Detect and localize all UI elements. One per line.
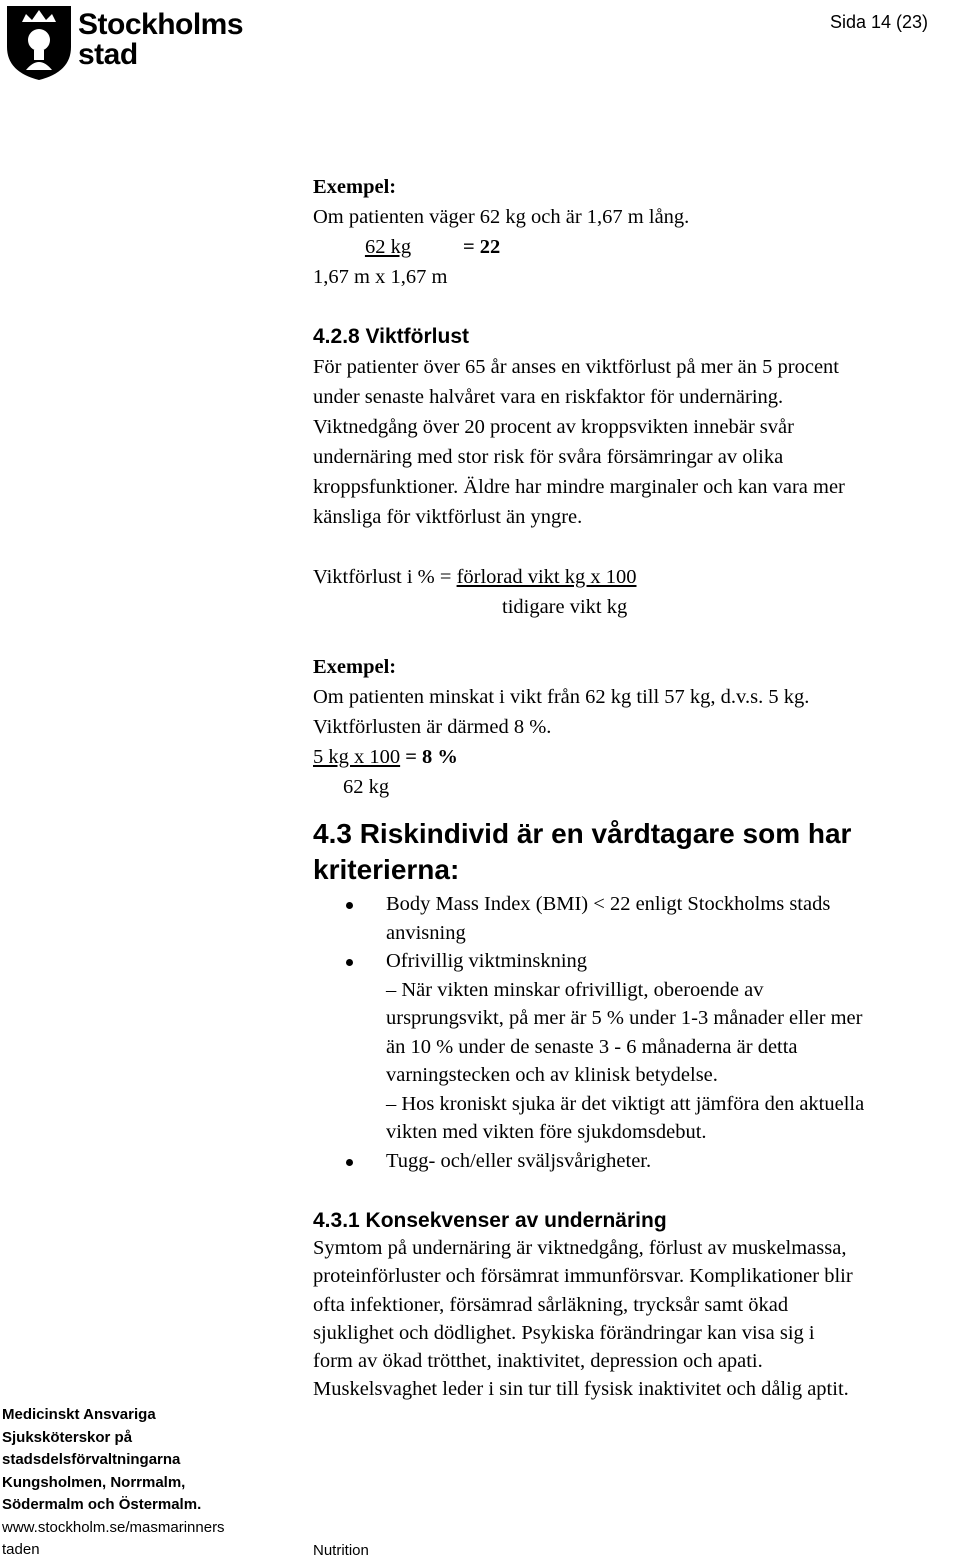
bullet2-sub-line: – Hos kroniskt sjuka är det viktigt att jämföra den aktuella bbox=[386, 1092, 865, 1115]
example2-line1: Om patienten minskat i vikt från 62 kg till 57 kg, d.v.s. 5 kg. bbox=[313, 686, 810, 708]
section-4-3-1-line: Symtom på undernäring är viktnedgång, förlust av muskelmassa, bbox=[313, 1237, 847, 1259]
formula-denominator: tidigare vikt kg bbox=[502, 596, 628, 618]
footer-label: Nutrition bbox=[313, 1542, 369, 1559]
section-4-3-heading-line2: kriterierna: bbox=[313, 854, 460, 885]
bullet-icon bbox=[346, 1159, 353, 1166]
section-4-2-8-heading: 4.2.8 Viktförlust bbox=[313, 325, 470, 348]
section-4-3-1-line: ofta infektioner, försämrad sårläkning, trycksår samt ökad bbox=[313, 1293, 789, 1316]
bullet1-line1: Body Mass Index (BMI) < 22 enligt Stockholms stads bbox=[386, 893, 831, 915]
bullet-icon bbox=[346, 902, 353, 909]
sidebar-url-line1[interactable]: www.stockholm.se/masmarinners bbox=[2, 1518, 225, 1536]
example2-formula bbox=[313, 742, 958, 772]
example1-text: Om patienten väger 62 kg och är 1,67 m lång. bbox=[313, 206, 690, 228]
sidebar-line: stadsdelsförvaltningarna bbox=[2, 1451, 181, 1468]
logo-wordmark-line2: stad bbox=[78, 38, 138, 71]
sidebar-line: Kungsholmen, Norrmalm, bbox=[2, 1473, 186, 1491]
section-4-2-8-line: Viktnedgång över 20 procent av kroppsvikten innebär svår bbox=[313, 416, 794, 438]
example1-result: = 22 bbox=[463, 236, 501, 258]
example1-formula bbox=[313, 232, 958, 262]
section-4-2-8-line: För patienter över 65 år anses en viktförlust på mer än 5 procent bbox=[313, 356, 839, 378]
page-number: Sida 14 (23) bbox=[829, 12, 928, 32]
example2-result: = 8 % bbox=[405, 746, 458, 768]
example2-line2: Viktförlusten är därmed 8 %. bbox=[313, 716, 552, 738]
stockholms-stad-logo bbox=[4, 2, 244, 82]
section-4-3-1-line: Muskelsvaghet leder i sin tur till fysisk inaktivitet och dålig aptit. bbox=[313, 1378, 849, 1401]
bullet2-line1: Ofrivillig viktminskning bbox=[386, 950, 588, 972]
section-4-3-1-line: sjuklighet och dödlighet. Psykiska förändringar kan visa sig i bbox=[313, 1321, 815, 1344]
sidebar-line: Södermalm och Östermalm. bbox=[2, 1496, 202, 1513]
list-item bbox=[313, 1147, 958, 1176]
example2-label: Exempel: bbox=[313, 656, 397, 678]
document-body bbox=[313, 172, 958, 1404]
section-4-2-8-line: undernäring med stor risk för svåra försämringar av olika bbox=[313, 446, 784, 468]
bullet2-sub-line: vikten med vikten före sjukdomsdebut. bbox=[386, 1121, 707, 1143]
bullet2-sub-line: – När vikten minskar ofrivilligt, oberoende av bbox=[386, 978, 764, 1001]
section-4-3-heading bbox=[313, 816, 958, 888]
example1-denominator: 1,67 m x 1,67 m bbox=[313, 266, 448, 288]
bullet1-line2: anvisning bbox=[386, 921, 466, 944]
section-4-2-8-line: känsliga för viktförlust än yngre. bbox=[313, 506, 583, 528]
section-4-3-1-line: proteinförluster och försämrat immunförsvar. Komplikationer blir bbox=[313, 1265, 853, 1288]
example1-numerator: 62 kg bbox=[364, 236, 412, 258]
section-4-3-1-heading: 4.3.1 Konsekvenser av undernäring bbox=[313, 1209, 667, 1232]
coat-of-arms-icon bbox=[4, 2, 74, 82]
example2-denominator: 62 kg bbox=[343, 776, 390, 798]
example2-numerator: 5 kg x 100 bbox=[313, 746, 401, 768]
bullet2-sub-line: än 10 % under de senaste 3 - 6 månaderna är detta bbox=[386, 1035, 798, 1058]
list-item bbox=[313, 890, 958, 947]
formula-label: Viktförlust i % = bbox=[313, 566, 457, 588]
section-4-3-heading-line1: 4.3 Riskindivid är en vårdtagare som har bbox=[313, 818, 852, 849]
bullet2-sub-line: ursprungsvikt, på mer är 5 % under 1-3 månader eller mer bbox=[386, 1007, 863, 1029]
sidebar-contact bbox=[2, 1404, 252, 1562]
section-4-2-8-line: kroppsfunktioner. Äldre har mindre marginaler och kan vara mer bbox=[313, 476, 845, 498]
section-4-3-1-line: form av ökad trötthet, inaktivitet, depression och apati. bbox=[313, 1350, 763, 1373]
section-4-2-8-line: under senaste halvåret vara en riskfaktor för undernäring. bbox=[313, 386, 784, 408]
formula-numerator: förlorad vikt kg x 100 bbox=[456, 566, 637, 588]
sidebar-line: Medicinskt Ansvariga bbox=[2, 1406, 156, 1423]
bullet2-sub-line: varningstecken och av klinisk betydelse. bbox=[386, 1064, 718, 1086]
list-item bbox=[313, 947, 958, 1147]
sidebar-line: Sjuksköterskor på bbox=[2, 1428, 133, 1446]
logo-wordmark-line1: Stockholms bbox=[78, 8, 244, 41]
risk-criteria-list bbox=[313, 890, 958, 1175]
weight-loss-formula bbox=[313, 562, 958, 592]
bullet3-line: Tugg- och/eller sväljsvårigheter. bbox=[386, 1149, 652, 1172]
example1-label: Exempel: bbox=[313, 176, 397, 198]
bullet-icon bbox=[346, 959, 353, 966]
sidebar-url-line2[interactable]: taden bbox=[2, 1541, 40, 1558]
